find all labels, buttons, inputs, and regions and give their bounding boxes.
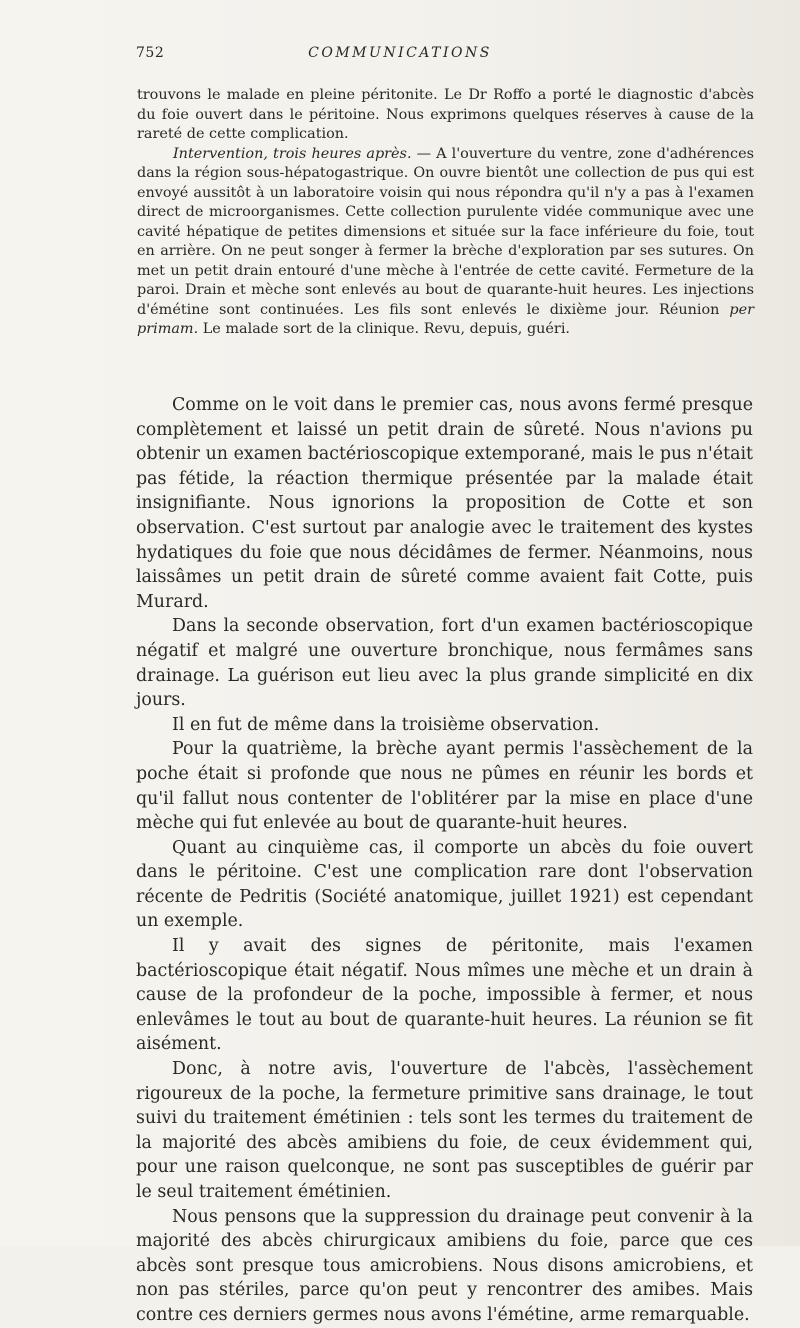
discussion-paragraph: Pour la quatrième, la brèche ayant permis l'assèchement de la poche était si profonde que nous ne pûmes en réunir les bords et qu'il fallut nous contenter de l'oblitérer par la mise en place d'une mèche qui fut enlevée au bout de quarante-huit heures. (136, 739, 753, 834)
intervention-end-text: Le malade sort de la clinique. Revu, depuis, guéri. (198, 321, 570, 337)
intervention-text: — A l'ouverture du ventre, zone d'adhérences dans la région sous-hépatogastrique. On ouvre bientôt une collection de pus qui est envoyé aussitôt à un laboratoire voisin qui nous répondra qu'il n'y a pas à l'examen direct de microorganismes. Cette collection purulente vidée communique avec une cavité hépatique de petites dimensions et située sur la face inférieure du foie, tout en arrière. On ne peut songer à fermer la brèche d'exploration par ses sutures. On met un petit drain entouré d'une mèche à l'entrée de cette cavité. Fermeture de la paroi. Drain et mèche sont enlevés au bout de quarante-huit heures. Les injections d'émétine sont continuées. Les fils sont enlevés le dixième jour. Réunion (137, 145, 754, 318)
intervention-heading: Intervention, trois heures après. (173, 145, 412, 162)
discussion-block (136, 393, 753, 1328)
discussion-paragraph: Quant au cinquième cas, il comporte un abcès du foie ouvert dans le péritoine. C'est une complication rare dont l'observation récente de Pedritis (Société anatomique, juillet 1921) est cependant un exemple. (136, 837, 753, 932)
discussion-paragraph: Donc, à notre avis, l'ouverture de l'abcès, l'assèchement rigoureux de la poche, la fermeture primitive sans drainage, le tout suivi du traitement émétinien : tels sont les termes du traitement de la majorité des abcès amibiens du foie, de ceux évidemment qui, pour une raison quelconque, ne sont pas susceptibles de guérir par le seul traitement émétinien. (136, 1059, 753, 1202)
running-title: COMMUNICATIONS (308, 45, 492, 61)
discussion-paragraph: Nous pensons que la suppression du drainage peut convenir à la majorité des abcès chirurgicaux amibiens du foie, parce que ces abcès sont presque tous amicrobiens. Nous disons amicrobiens, et non pas stériles, parce qu'on peut y rencontrer des amibes. Mais contre ces derniers germes nous avons l'émétine, arme remarquable. (136, 1206, 753, 1325)
discussion-paragraph: Il y avait des signes de péritonite, mais l'examen bactérioscopique était négatif. Nous mîmes une mèche et un drain à cause de la profondeur de la poche, impossible à fermer, et nous enlevâmes le tout au bout de quarante-huit heures. La réunion se fit aisément. (136, 936, 753, 1055)
case-report-intervention-paragraph (137, 145, 754, 340)
case-report-paragraph: trouvons le malade en pleine péritonite. Le Dr Roffo a porté le diagnostic d'abcès du foie ouvert dans le péritoine. Nous exprimons quelques réserves à cause de la rareté de cette complication. (137, 87, 754, 142)
page-number: 752 (136, 45, 165, 61)
case-report-block (137, 86, 754, 340)
per-primam-italic: per primam. (137, 301, 754, 337)
discussion-paragraph: Dans la seconde observation, fort d'un examen bactérioscopique négatif et malgré une ouverture bronchique, nous fermâmes sans drainage. La guérison eut lieu avec la plus grande simplicité en dix jours. (136, 616, 753, 711)
discussion-paragraph: Il en fut de même dans la troisième observation. (172, 714, 600, 735)
discussion-paragraph: Comme on le voit dans le premier cas, nous avons fermé presque complètement et laissé un petit drain de sûreté. Nous n'avions pu obtenir un examen bactérioscopique extemporané, mais le pus n'était pas fétide, la réaction thermique présentée par la malade était insignifiante. Nous ignorions la proposition de Cotte et son observation. C'est surtout par analogie avec le traitement des kystes hydatiques du foie que nous décidâmes de fermer. Néanmoins, nous laissâmes un petit drain de sûreté comme avaient fait Cotte, puis Murard. (136, 395, 753, 612)
